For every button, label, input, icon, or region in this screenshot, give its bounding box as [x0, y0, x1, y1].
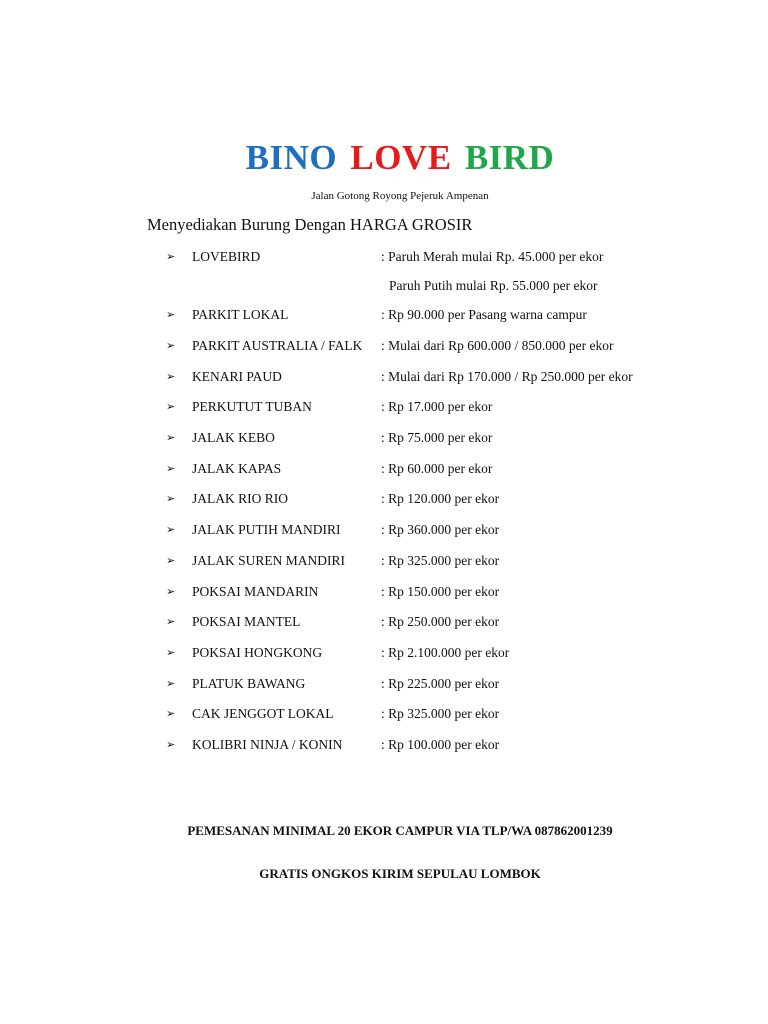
- list-item: [0, 246, 768, 268]
- bird-name: JALAK SUREN MANDIRI: [192, 553, 346, 568]
- arrow-bullet-icon: ➢: [166, 308, 176, 321]
- order-contact-note: PEMESANAN MINIMAL 20 EKOR CAMPUR VIA TLP/WA 087862001239: [187, 823, 613, 838]
- arrow-bullet-icon: ➢: [166, 738, 176, 751]
- bird-name: PARKIT LOKAL: [192, 307, 289, 322]
- bird-name: KENARI PAUD: [192, 369, 282, 384]
- list-item: [0, 427, 768, 449]
- bird-price: : Rp 225.000 per ekor: [381, 676, 500, 691]
- list-item: [0, 642, 768, 664]
- arrow-bullet-icon: ➢: [166, 492, 176, 505]
- arrow-bullet-icon: ➢: [166, 462, 176, 475]
- bird-price: : Rp 2.100.000 per ekor: [381, 645, 510, 660]
- list-item: [0, 366, 768, 388]
- bird-name: LOVEBIRD: [192, 249, 261, 264]
- page-title: [0, 138, 768, 178]
- bird-name: JALAK KEBO: [192, 430, 275, 445]
- arrow-bullet-icon: ➢: [166, 250, 176, 263]
- arrow-bullet-icon: ➢: [166, 554, 176, 567]
- bird-price: : Rp 360.000 per ekor: [381, 522, 500, 537]
- list-item: [0, 703, 768, 725]
- free-shipping-note: GRATIS ONGKOS KIRIM SEPULAU LOMBOK: [259, 866, 541, 881]
- arrow-bullet-icon: ➢: [166, 400, 176, 413]
- bird-name: KOLIBRI NINJA / KONIN: [192, 737, 343, 752]
- bird-name: PERKUTUT TUBAN: [192, 399, 312, 414]
- address-text: Jalan Gotong Royong Pejeruk Ampenan: [311, 190, 489, 202]
- arrow-bullet-icon: ➢: [166, 646, 176, 659]
- bird-price: : Rp 75.000 per ekor: [381, 430, 493, 445]
- arrow-bullet-icon: ➢: [166, 431, 176, 444]
- bird-name: PLATUK BAWANG: [192, 676, 306, 691]
- bird-price: : Mulai dari Rp 600.000 / 850.000 per ekor: [381, 338, 614, 353]
- list-item: [0, 458, 768, 480]
- list-item: [0, 335, 768, 357]
- bird-name: PARKIT AUSTRALIA / FALK: [192, 338, 363, 353]
- list-item: [0, 519, 768, 541]
- bird-price: : Rp 60.000 per ekor: [381, 461, 493, 476]
- arrow-bullet-icon: ➢: [166, 370, 176, 383]
- list-item: [0, 673, 768, 695]
- title-word-bird: BIRD: [464, 138, 555, 177]
- arrow-bullet-icon: ➢: [166, 585, 176, 598]
- bird-price: Paruh Putih mulai Rp. 55.000 per ekor: [389, 278, 598, 293]
- bird-price: : Rp 250.000 per ekor: [381, 614, 500, 629]
- bird-price: : Rp 325.000 per ekor: [381, 706, 500, 721]
- list-item-continuation: [0, 275, 768, 297]
- arrow-bullet-icon: ➢: [166, 677, 176, 690]
- arrow-bullet-icon: ➢: [166, 707, 176, 720]
- arrow-bullet-icon: ➢: [166, 523, 176, 536]
- list-item: [0, 734, 768, 756]
- bird-name: JALAK RIO RIO: [192, 491, 288, 506]
- bird-name: POKSAI MANTEL: [192, 614, 301, 629]
- bird-price: : Paruh Merah mulai Rp. 45.000 per ekor: [381, 249, 604, 264]
- bird-name: JALAK KAPAS: [192, 461, 282, 476]
- section-heading: Menyediakan Burung Dengan HARGA GROSIR: [147, 215, 473, 234]
- bird-name: POKSAI MANDARIN: [192, 584, 319, 599]
- bird-price: : Rp 325.000 per ekor: [381, 553, 500, 568]
- title-word-love: LOVE: [350, 138, 452, 177]
- list-item: [0, 488, 768, 510]
- bird-name: CAK JENGGOT LOKAL: [192, 706, 334, 721]
- list-item: [0, 581, 768, 603]
- bird-price: : Rp 17.000 per ekor: [381, 399, 493, 414]
- bird-price: : Mulai dari Rp 170.000 / Rp 250.000 per ekor: [381, 369, 633, 384]
- arrow-bullet-icon: ➢: [166, 615, 176, 628]
- bird-name: POKSAI HONGKONG: [192, 645, 323, 660]
- list-item: [0, 304, 768, 326]
- bird-price: : Rp 150.000 per ekor: [381, 584, 500, 599]
- arrow-bullet-icon: ➢: [166, 339, 176, 352]
- bird-price: : Rp 100.000 per ekor: [381, 737, 500, 752]
- bird-price: : Rp 90.000 per Pasang warna campur: [381, 307, 587, 322]
- bird-price: : Rp 120.000 per ekor: [381, 491, 500, 506]
- list-item: [0, 611, 768, 633]
- list-item: [0, 550, 768, 572]
- list-item: [0, 396, 768, 418]
- bird-name: JALAK PUTIH MANDIRI: [192, 522, 341, 537]
- title-word-bino: BINO: [245, 138, 338, 177]
